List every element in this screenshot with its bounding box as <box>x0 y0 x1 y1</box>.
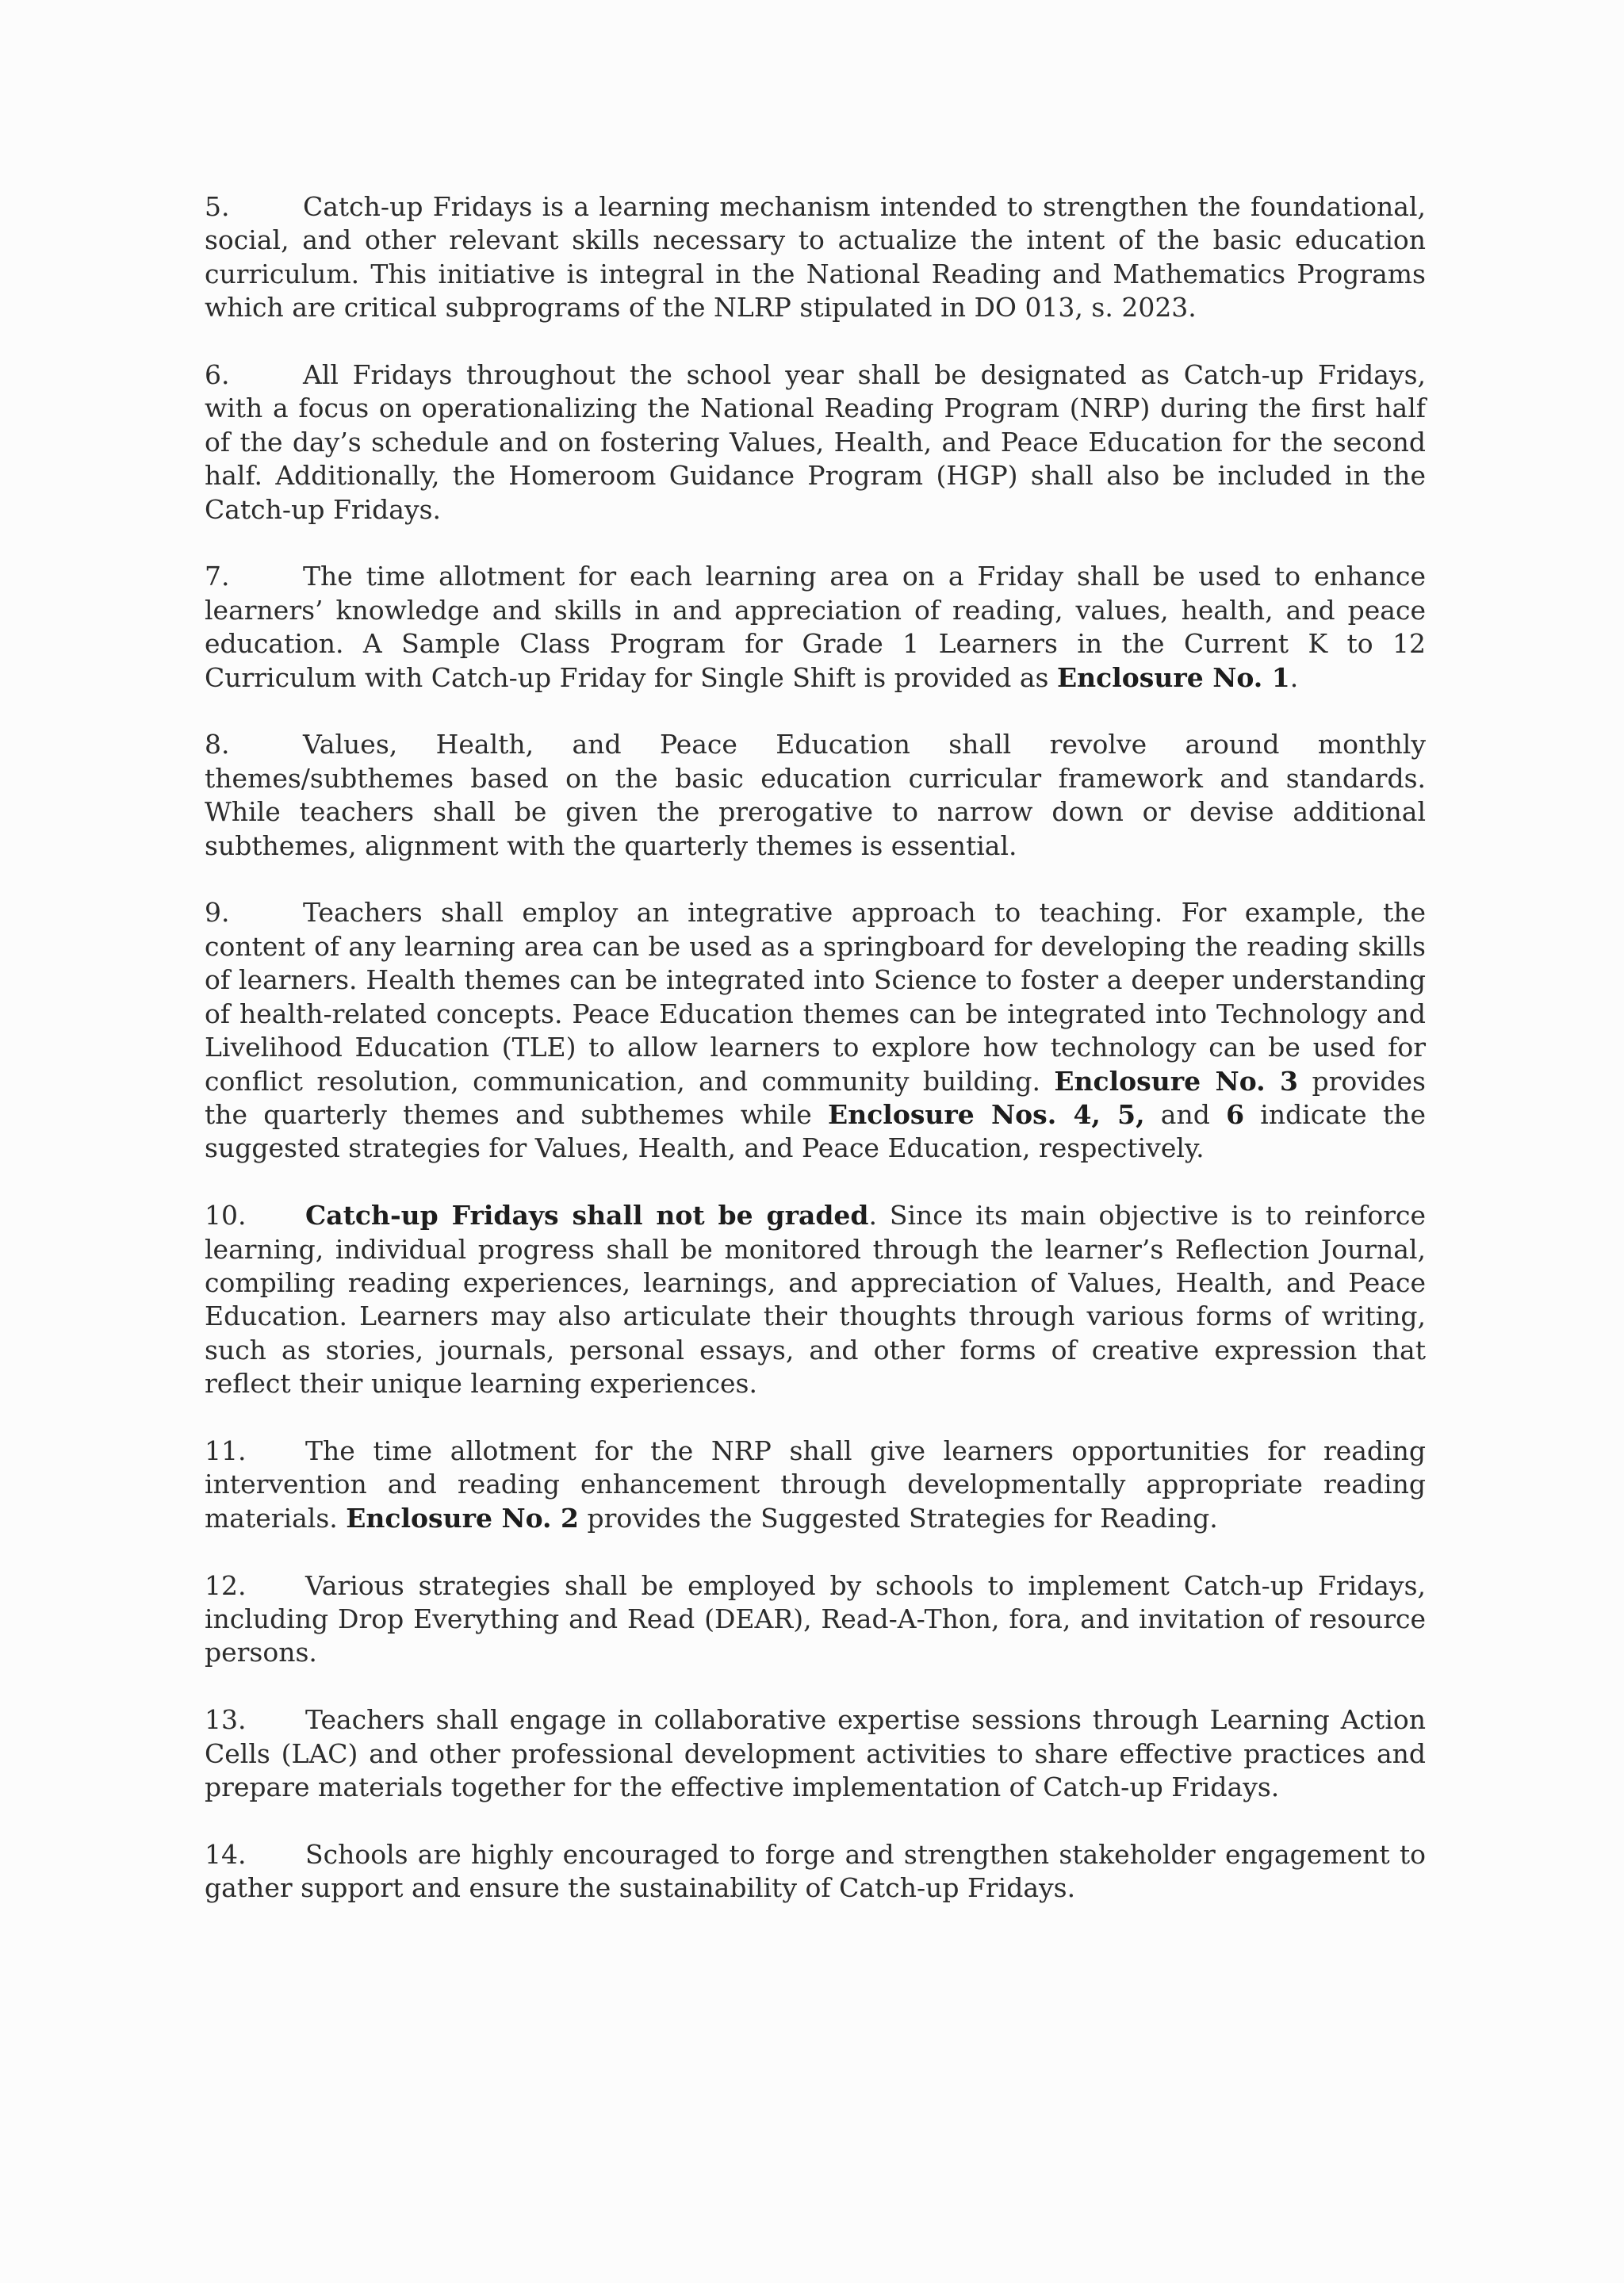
paragraph-text: . <box>1289 661 1299 693</box>
paragraph-text: The time allotment for each learning area on a Friday shall be used to enhance learners’ knowledge and skills in and appreciation of reading, values, health, and peace education. A Sample Class Program for Grade 1 Learners in the Current K to 12 Curriculum with Catch-up Friday for Single Shift is provided as <box>205 561 1426 693</box>
emphasized-text: Enclosure No. 2 <box>346 1502 579 1534</box>
paragraph-text: All Fridays throughout the school year shall be designated as Catch-up Fridays, with a focus on operationalizing the National Reading Program (NRP) during the first half of the day’s schedule and on fostering Values, Health, and Peace Education for the second half. Additionally, the Homeroom Guidance Program (HGP) shall also be included in the Catch-up Fridays. <box>205 359 1426 525</box>
numbered-paragraph <box>205 1435 1426 1535</box>
paragraph-text: Teachers shall engage in collaborative expertise sessions through Learning Action Cells (LAC) and other professional development activities to share effective practices and prepare materials together for the effective implementation of Catch-up Fridays. <box>205 1704 1426 1802</box>
emphasized-text: Enclosure No. 1 <box>1056 661 1290 693</box>
paragraph-text: Schools are highly encouraged to forge and strengthen stakeholder engagement to gather support and ensure the sustainability of Catch-up Fridays. <box>205 1838 1426 1904</box>
numbered-paragraph <box>205 358 1426 527</box>
paragraph-number: 6. <box>205 359 230 391</box>
numbered-paragraph <box>205 190 1426 325</box>
paragraph-text: . Since its main objective is to reinforce learning, individual progress shall be monitored through the learner’s Reflection Journal, compiling reading experiences, learnings, and appreciation of Values, Health, and Peace Education. Learners may also articulate their thoughts through various forms of writing, such as stories, journals, personal essays, and other forms of creative expression that reflect their unique learning experiences. <box>205 1200 1426 1400</box>
numbered-paragraph <box>205 896 1426 1165</box>
paragraph-text: The time allotment for the NRP shall give learners opportunities for reading intervention and reading enhancement through developmentally appropriate reading materials. <box>205 1435 1426 1534</box>
paragraph-text: Values, Health, and Peace Education shall revolve around monthly themes/subthemes based on the basic education curricular framework and standards. While teachers shall be given the prerogative to narrow down or devise additional subthemes, alignment with the quarterly themes is essential. <box>205 729 1426 861</box>
paragraph-number: 11. <box>205 1435 247 1466</box>
numbered-paragraph <box>205 1199 1426 1400</box>
document-body <box>205 190 1426 1939</box>
paragraph-number: 10. <box>205 1200 247 1232</box>
paragraph-text: Teachers shall employ an integrative approach to teaching. For example, the content of any learning area can be used as a springboard for developing the reading skills of learners. Health themes can be integrated into Science to foster a deeper understanding of health-related concepts. Peace Education themes can be integrated into Technology and Livelihood Education (TLE) to allow learners to explore how technology can be used for conflict resolution, communication, and community building. <box>205 897 1426 1097</box>
paragraph-number: 12. <box>205 1569 247 1601</box>
numbered-paragraph <box>205 1838 1426 1906</box>
emphasized-text: Enclosure Nos. 4, 5, <box>828 1098 1145 1130</box>
paragraph-number: 14. <box>205 1838 247 1870</box>
paragraph-number: 8. <box>205 729 230 760</box>
paragraph-number: 9. <box>205 897 230 929</box>
paragraph-number: 5. <box>205 191 230 222</box>
emphasized-text: Catch-up Fridays shall not be graded <box>305 1200 869 1232</box>
numbered-paragraph <box>205 728 1426 863</box>
emphasized-text: Enclosure No. 3 <box>1054 1065 1299 1097</box>
numbered-paragraph <box>205 1569 1426 1670</box>
numbered-paragraph <box>205 560 1426 695</box>
paragraph-text: indicate the suggested strategies for Values, Health, and Peace Education, respectively. <box>205 1098 1426 1164</box>
paragraph-text: provides the Suggested Strategies for Reading. <box>579 1502 1218 1534</box>
numbered-paragraph <box>205 1703 1426 1804</box>
paragraph-text: Catch-up Fridays is a learning mechanism intended to strengthen the foundational, social, and other relevant skills necessary to actualize the intent of the basic education curriculum. This initiative is integral in the National Reading and Mathematics Programs which are critical subprograms of the NLRP stipulated in DO 013, s. 2023. <box>205 191 1426 324</box>
paragraph-text: provides the quarterly themes and subthemes while <box>205 1065 1426 1130</box>
paragraph-text: and <box>1144 1098 1227 1130</box>
paragraph-text: Various strategies shall be employed by schools to implement Catch-up Fridays, including Drop Everything and Read (DEAR), Read-A-Thon, fora, and invitation of resource persons. <box>205 1569 1426 1668</box>
emphasized-text: 6 <box>1226 1098 1245 1130</box>
paragraph-number: 7. <box>205 561 230 592</box>
paragraph-number: 13. <box>205 1704 247 1736</box>
